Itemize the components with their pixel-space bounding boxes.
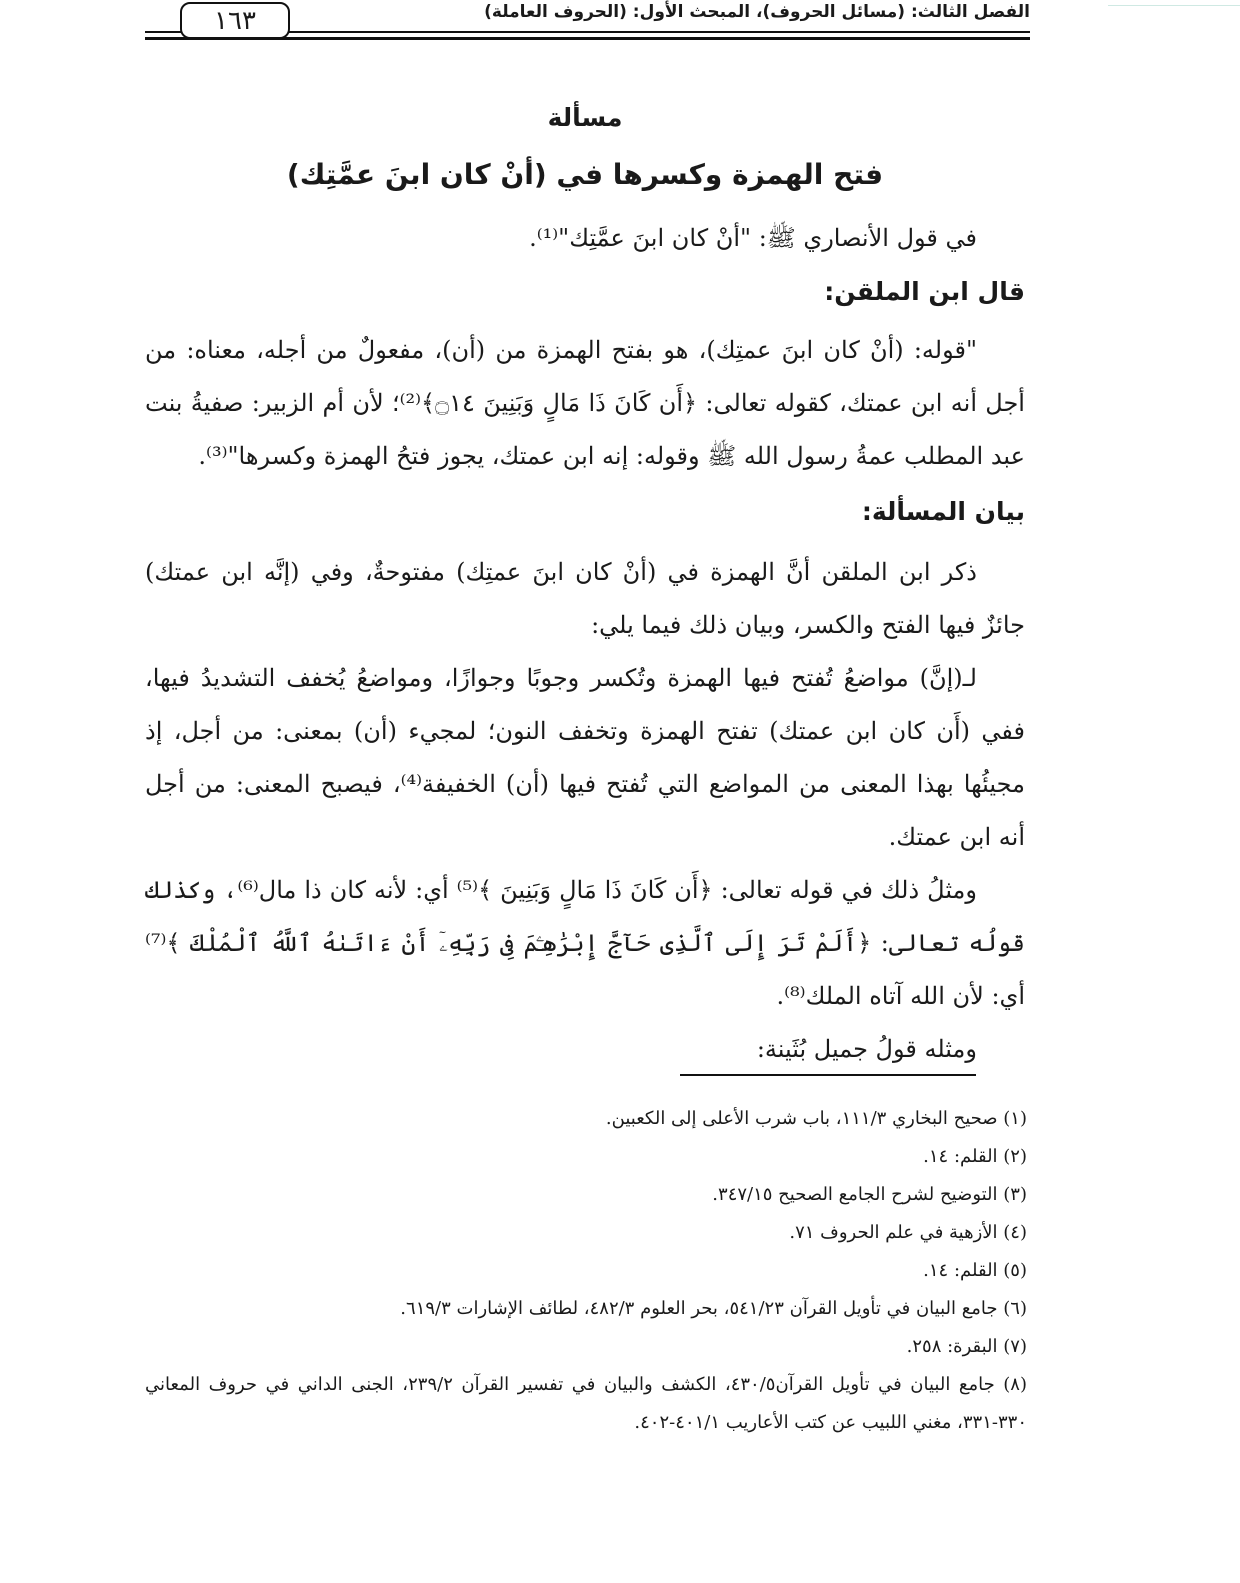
intro-text: في قول الأنصاري ﷺ: "أنْ كان ابنَ عمَّتِك"⁽¹⁾. [529,224,977,252]
footnote: (٤) الأزهية في علم الحروف ٧١. [789,1222,1027,1243]
section-title: فتح الهمزة وكسرها في (أنْ كان ابنَ عمَّتِك) [286,158,884,191]
footnote: (١) صحيح البخاري ١١١/٣، باب شرب الأعلى إلى الكعبين. [605,1108,1027,1129]
paragraph: ومثلُ ذلك في قوله تعالى: ﴿أَن كَانَ ذَا مَالٍ وَبَنِينَ ﴾⁽⁵⁾ أي: لأنه كان ذا مال⁽⁶⁾، وكذلك قولُه تعالى: ﴿أَلَمْ تَرَ إِلَى ٱلَّذِى حَآجَّ إِبْرَٰهِـۧمَ فِى رَبِّهِۦٓ أَنْ ءَاتَىٰهُ ٱللَّهُ ٱلْمُلْكَ ﴾⁽⁷⁾ أي: لأن الله آتاه الملك⁽⁸⁾. [145,876,1025,1010]
quote-heading-block [145,270,1025,314]
page-number: ١٦٣ [180,2,290,39]
explain-heading-block [145,490,1025,534]
footnote: (٣) التوضيح لشرح الجامع الصحيح ٣٤٧/١٥. [712,1184,1027,1205]
explain-heading: بيان المسألة: [861,497,1025,526]
quote-block [145,324,1025,483]
paragraph: ومثله قولُ جميل بُثَينة: [756,1035,977,1063]
footnote: (٧) البقرة: ٢٥٨. [906,1336,1027,1357]
explain-body [145,546,1025,1076]
section-label: مسألة [547,103,623,132]
footnote: (٢) القلم: ١٤. [923,1146,1027,1167]
footnote: (٦) جامع البيان في تأويل القرآن ٥٤١/٢٣، بحر العلوم ٤٨٢/٣، لطائف الإشارات ٦١٩/٣. [400,1298,1027,1319]
intro-paragraph [145,212,1025,265]
footnotes-list [145,1100,1027,1442]
footnote-separator [680,1074,976,1076]
running-header: الفصل الثالث: (مسائل الحروف)، المبحث الأول: (الحروف العاملة) [484,2,1030,22]
quote-text: "قوله: (أنْ كان ابنَ عمتِك)، هو بفتح الهمزة من (أن)، مفعولٌ من أجله، معناه: من أجل أنه ابن عمتك، كقوله تعالى: ﴿أَن كَانَ ذَا مَالٍ وَبَنِينَ ۝١٤﴾⁽²⁾؛ لأن أم الزبير: صفيةُ بنت عبد المطلب عمةُ رسول الله ﷺ وقوله: إنه ابن عمتك، يجوز فتحُ الهمزة وكسرها"⁽³⁾. [145,336,1025,470]
corner-mark [1108,5,1240,6]
footnote: (٨) جامع البيان في تأويل القرآن٤٣٠/٥، الكشف والبيان في تفسير القرآن ٢٣٩/٢، الجنى الداني في حروف المعاني ٣٣٠-٣٣١، مغني اللبيب عن كتب الأعاريب ٤٠١/١-٤٠٢. [145,1374,1027,1433]
paragraph: ذكر ابن الملقن أنَّ الهمزة في (أنْ كان ابنَ عمتِك) مفتوحةٌ، وفي (إنَّه ابن عمتك) جائزٌ فيها الفتح والكسر، وبيان ذلك فيما يلي: [145,558,1025,639]
paragraph: لـ(إنَّ) مواضعُ تُفتح فيها الهمزة وتُكسر وجوبًا وجوازًا، ومواضعُ يُخفف التشديدُ فيها، ففي (أَن كان ابن عمتك) تفتح الهمزة وتخفف النون؛ لمجيء (أن) بمعنى: من أجل، إذ مجيئُها بهذا المعنى من المواضع التي تُفتح فيها (أن) الخفيفة⁽⁴⁾، فيصبح المعنى: من أجل أنه ابن عمتك. [145,664,1025,851]
quote-heading: قال ابن الملقن: [824,277,1025,306]
footnote: (٥) القلم: ١٤. [923,1260,1027,1281]
